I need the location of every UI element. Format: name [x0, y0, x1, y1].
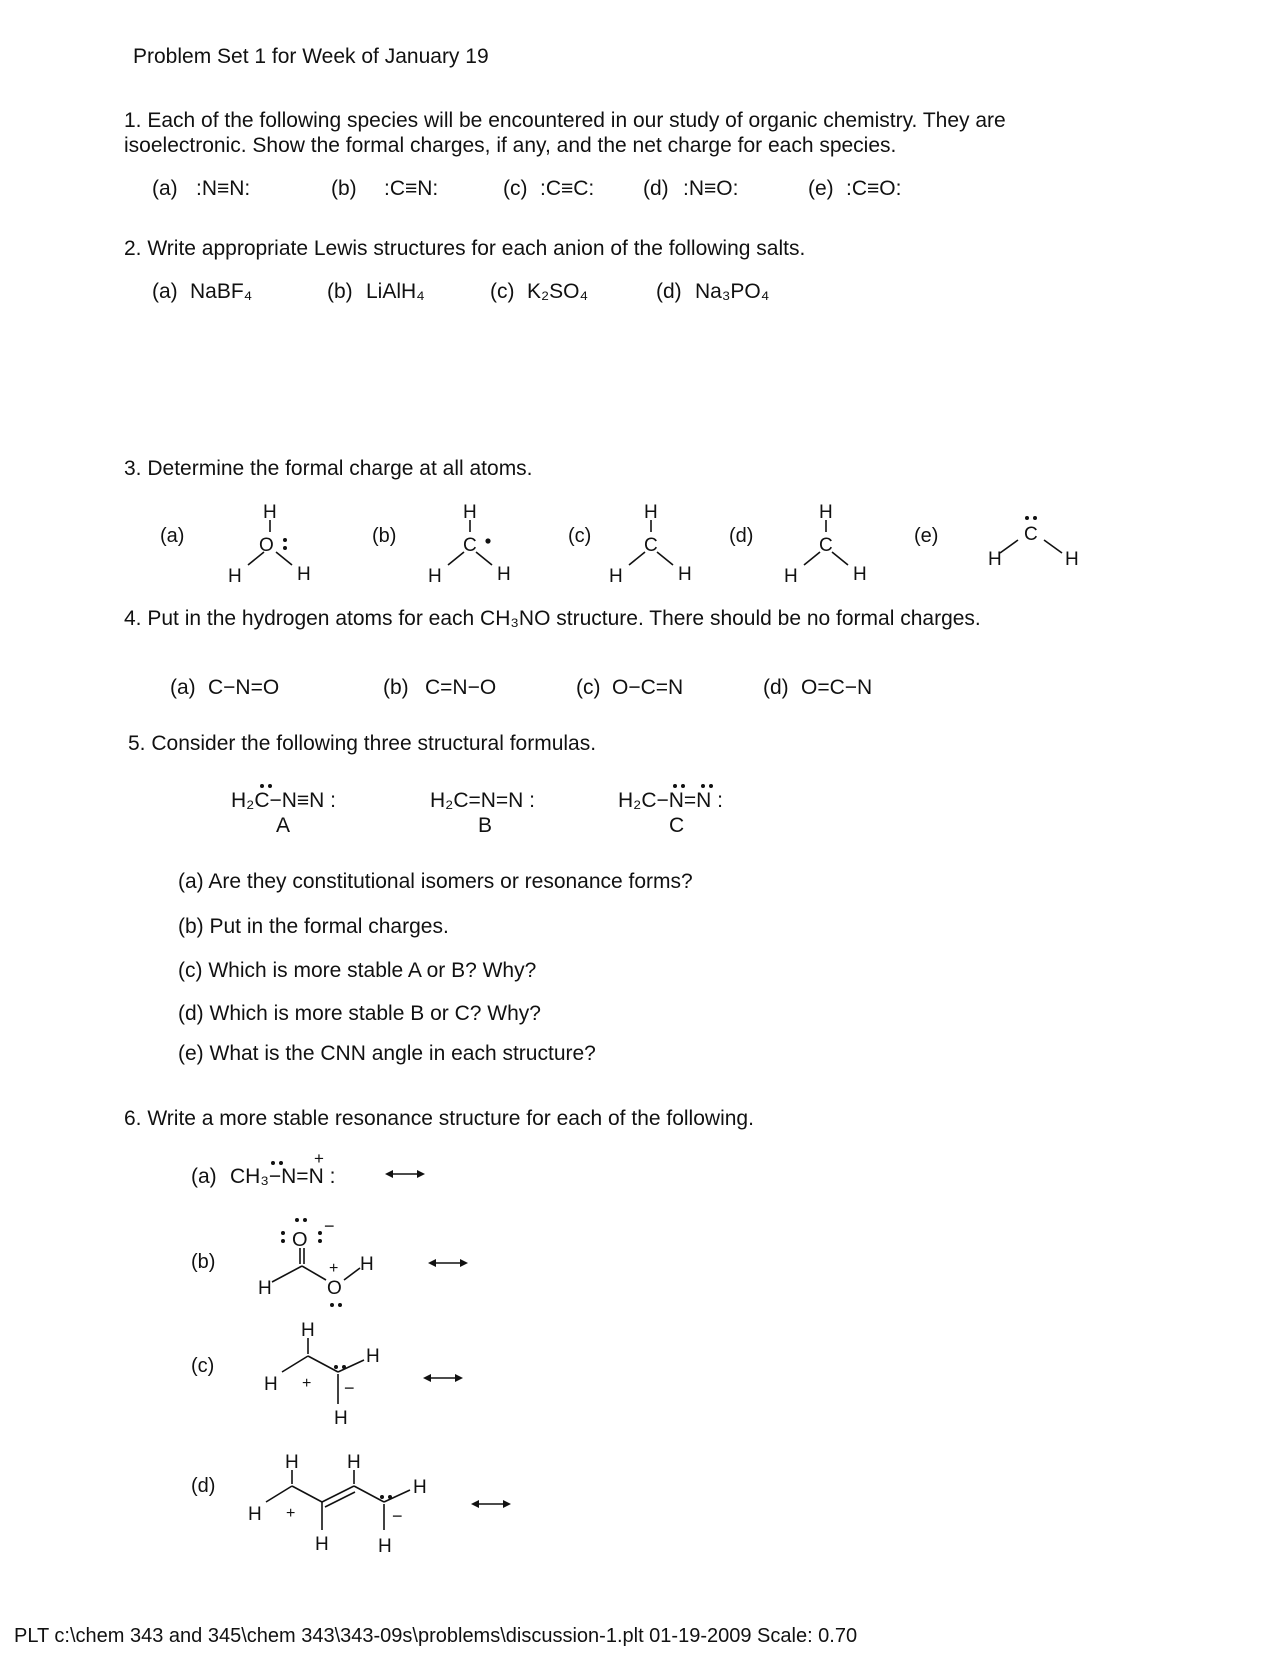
q1-item-formula: :C≡C:: [540, 177, 595, 200]
q6-label-d: (d): [191, 1475, 216, 1497]
minus-charge: −: [324, 1216, 335, 1236]
q5-structure-b-name: B: [478, 814, 493, 837]
atom-h: H: [497, 564, 511, 585]
q2-item-formula: NaBF₄: [190, 280, 253, 303]
q4-item-label: (a): [170, 676, 196, 699]
atom-h: H: [258, 1278, 272, 1299]
atom-c: C: [1024, 524, 1038, 545]
q2-text: 2. Write appropriate Lewis structures for each anion of the following salts.: [124, 237, 806, 260]
q1-text-line2: isoelectronic. Show the formal charges, if any, and the net charge for each species.: [124, 134, 897, 157]
q3-label-c: (c): [568, 525, 592, 547]
atom-h: H: [988, 549, 1002, 570]
q2-item-formula: K₂SO₄: [527, 280, 589, 303]
plus-charge: +: [329, 1260, 339, 1277]
q2-item-formula: Na₃PO₄: [695, 280, 770, 303]
q4-item-formula: O−C=N: [612, 676, 684, 699]
plus-charge: +: [314, 1149, 324, 1168]
q1-item-label: (a): [152, 177, 178, 200]
q3-text: 3. Determine the formal charge at all atoms.: [124, 457, 533, 480]
atom-h: H: [853, 564, 867, 585]
atom-h: H: [1065, 549, 1079, 570]
plus-charge: +: [302, 1375, 312, 1392]
atom-h: H: [285, 1452, 299, 1473]
atom-h: H: [366, 1346, 380, 1367]
q6-label-a: (a): [191, 1165, 217, 1188]
atom-h: H: [644, 502, 658, 523]
q5-structure-b-formula: H₂C=N=N :: [430, 789, 536, 812]
atom-h: H: [334, 1408, 348, 1429]
resonance-arrow: [471, 1500, 511, 1508]
q6-label-b: (b): [191, 1251, 216, 1273]
q3-label-b: (b): [372, 525, 397, 547]
atom-h: H: [228, 566, 242, 587]
q5-structure-c-formula: H₂C−N=N :: [618, 789, 724, 812]
q5-structure-c-name: C: [669, 814, 685, 837]
atom-c: C: [644, 535, 658, 556]
atom-h: H: [360, 1254, 374, 1275]
q2-item-label: (d): [656, 280, 682, 303]
q6-text: 6. Write a more stable resonance structure for each of the following.: [124, 1107, 754, 1130]
q2-item-label: (c): [490, 280, 515, 303]
q1-item-formula: :C≡N:: [384, 177, 439, 200]
q5-part-c: (c) Which is more stable A or B? Why?: [178, 959, 537, 982]
atom-h: H: [264, 1374, 278, 1395]
q6-label-c: (c): [191, 1355, 215, 1377]
minus-charge: −: [392, 1506, 403, 1526]
q4-item-formula: C−N=O: [208, 676, 280, 699]
q5-part-d: (d) Which is more stable B or C? Why?: [178, 1002, 541, 1025]
atom-c: C: [463, 535, 477, 556]
q1-item-label: (e): [808, 177, 834, 200]
minus-charge: −: [344, 1378, 355, 1398]
atom-h: H: [678, 564, 692, 585]
atom-c: C: [819, 535, 833, 556]
atom-h: H: [315, 1534, 329, 1555]
q4-item-formula: C=N−O: [425, 676, 497, 699]
atom-h: H: [784, 566, 798, 587]
q5-part-e: (e) What is the CNN angle in each structure?: [178, 1042, 596, 1065]
q3-label-d: (d): [729, 525, 754, 547]
page-title: Problem Set 1 for Week of January 19: [133, 45, 489, 68]
q5-structure-a-name: A: [276, 814, 291, 837]
q5-part-b: (b) Put in the formal charges.: [178, 915, 449, 938]
atom-h: H: [413, 1477, 427, 1498]
footer-plot-info: PLT c:\chem 343 and 345\chem 343\343-09s\problems\discussion-1.plt 01-19-2009 Scale: 0.70: [14, 1625, 858, 1647]
q5-part-a: (a) Are they constitutional isomers or resonance forms?: [178, 870, 693, 893]
resonance-arrow: [428, 1259, 468, 1267]
atom-o: O: [292, 1229, 308, 1251]
q2-item-formula: LiAlH₄: [366, 280, 425, 303]
atom-o: O: [259, 535, 274, 556]
atom-o: O: [327, 1278, 342, 1299]
atom-h: H: [248, 1504, 262, 1525]
atom-h: H: [301, 1320, 315, 1341]
q5-text: 5. Consider the following three structural formulas.: [128, 732, 597, 755]
q1-item-formula: :N≡N:: [196, 177, 251, 200]
q2-item-label: (b): [327, 280, 353, 303]
q4-item-formula: O=C−N: [801, 676, 873, 699]
q4-text: 4. Put in the hydrogen atoms for each CH₃NO structure. There should be no formal charges.: [124, 607, 981, 630]
q4-item-label: (c): [576, 676, 601, 699]
q4-item-label: (b): [383, 676, 409, 699]
q3-label-a: (a): [160, 525, 185, 547]
atom-h: H: [378, 1536, 392, 1557]
atom-h: H: [263, 502, 277, 523]
atom-h: H: [609, 566, 623, 587]
resonance-arrow: [385, 1170, 425, 1178]
q5-structure-a-formula: H₂C−N≡N :: [231, 789, 336, 812]
q4-item-label: (d): [763, 676, 789, 699]
q6-formula-a: CH₃−N=N :: [230, 1165, 336, 1188]
q1-text-line1: 1. Each of the following species will be encountered in our study of organic chemistry. They are: [124, 109, 1006, 132]
atom-h: H: [297, 564, 311, 585]
q3-label-e: (e): [914, 525, 939, 547]
q1-item-formula: :N≡O:: [683, 177, 739, 200]
q1-item-label: (d): [643, 177, 669, 200]
atom-h: H: [463, 502, 477, 523]
resonance-arrow: [423, 1374, 463, 1382]
q2-item-label: (a): [152, 280, 178, 303]
atom-h: H: [347, 1452, 361, 1473]
plus-charge: +: [286, 1505, 296, 1522]
q1-item-formula: :C≡O:: [846, 177, 902, 200]
q1-item-label: (b): [331, 177, 357, 200]
q1-item-label: (c): [503, 177, 528, 200]
atom-h: H: [819, 502, 833, 523]
atom-h: H: [428, 566, 442, 587]
